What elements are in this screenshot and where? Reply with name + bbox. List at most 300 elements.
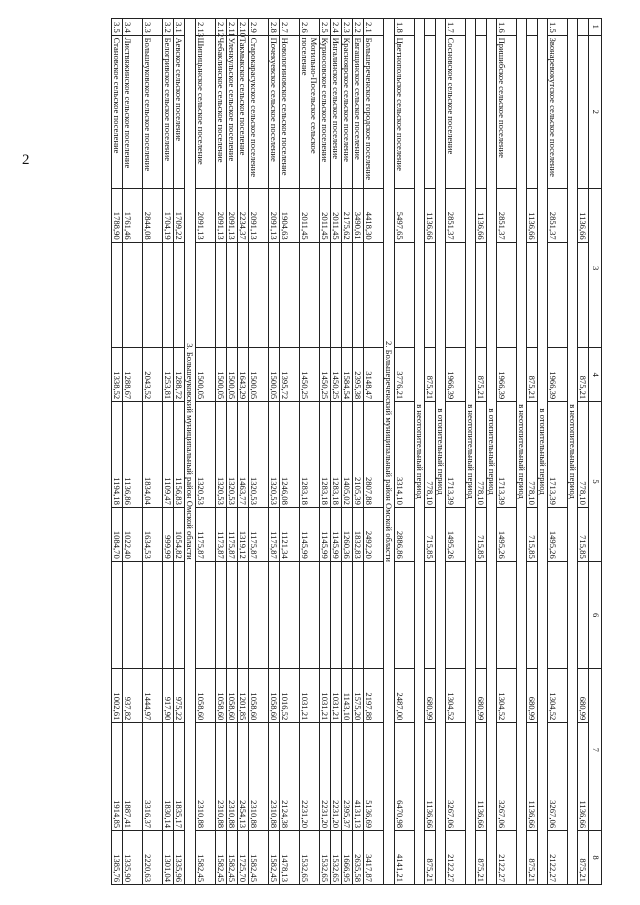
tariff-value: 2310,88 bbox=[215, 723, 226, 831]
tariff-value: 1121,34 bbox=[279, 507, 299, 561]
row-number: 2.3 bbox=[341, 19, 352, 36]
tariff-value: 1725,70 bbox=[237, 831, 248, 885]
table-row bbox=[330, 19, 341, 885]
empty-cell bbox=[394, 242, 414, 348]
tariff-value: 2851,37 bbox=[547, 188, 567, 242]
tariff-value: 4141,21 bbox=[394, 831, 414, 885]
tariff-value: 2011,45 bbox=[319, 188, 330, 242]
row-number: 2.2 bbox=[352, 19, 363, 36]
tariff-value: 875,21 bbox=[578, 831, 589, 885]
column-header: 8 bbox=[589, 831, 602, 885]
tariff-value: 5497,65 bbox=[394, 188, 414, 242]
tariff-value: 1304,52 bbox=[547, 669, 567, 723]
settlement-name: Звонаревокутское сельское поселение bbox=[547, 35, 567, 188]
tariff-value: 875,21 bbox=[526, 348, 537, 402]
settlement-name bbox=[475, 35, 486, 188]
tariff-value: 1450,25 bbox=[319, 348, 330, 402]
settlement-name: Могильно-Посельское сельское поселение bbox=[299, 35, 319, 188]
tariff-value: 2011,45 bbox=[330, 188, 341, 242]
row-number: 2.6 bbox=[299, 19, 319, 36]
tariff-value: 2234,37 bbox=[237, 188, 248, 242]
tariff-value: 1582,45 bbox=[268, 831, 279, 885]
tariff-value: 3148,47 bbox=[363, 348, 383, 402]
row-number: 1.6 bbox=[496, 19, 516, 36]
empty-cell bbox=[330, 242, 341, 348]
tariff-value: 1288,67 bbox=[122, 348, 142, 402]
tariff-value: 1288,72 bbox=[173, 348, 184, 402]
empty-cell bbox=[173, 242, 184, 348]
tariff-value: 1319,12 bbox=[237, 507, 248, 561]
tariff-value: 1450,25 bbox=[299, 348, 319, 402]
tariff-value: 1582,45 bbox=[226, 831, 237, 885]
tariff-value: 3267,06 bbox=[445, 723, 465, 831]
period-label-row bbox=[435, 19, 445, 885]
tariff-value: 2310,88 bbox=[195, 723, 215, 831]
tariff-value: 1500,05 bbox=[248, 348, 268, 402]
table-row bbox=[445, 19, 465, 885]
column-header: 3 bbox=[589, 188, 602, 348]
empty-cell bbox=[195, 242, 215, 348]
empty-cell bbox=[547, 242, 567, 348]
tariff-value: 1136,66 bbox=[526, 723, 537, 831]
tariff-value: 2124,38 bbox=[279, 723, 299, 831]
tariff-value: 1253,81 bbox=[162, 348, 173, 402]
tariff-value: 3314,10 bbox=[394, 402, 414, 508]
settlement-name: Чебаклинское сельское поселение bbox=[215, 35, 226, 188]
tariff-value: 1136,66 bbox=[578, 723, 589, 831]
tariff-value: 1109,47 bbox=[162, 402, 173, 508]
tariff-value: 3267,06 bbox=[547, 723, 567, 831]
empty-cell bbox=[526, 242, 537, 348]
tariff-value: 1966,39 bbox=[496, 348, 516, 402]
settlement-name: Такмыкское сельское поселение bbox=[237, 35, 248, 188]
section-title: 2. Большереченский муниципальный район Омской области bbox=[383, 19, 394, 885]
empty-cell bbox=[268, 242, 279, 348]
row-number: 3.4 bbox=[122, 19, 142, 36]
settlement-name: Цветнопольское сельское поселение bbox=[394, 35, 414, 188]
tariff-value: 1335,90 bbox=[122, 831, 142, 885]
tariff-value: 1058,60 bbox=[195, 669, 215, 723]
table-row bbox=[122, 19, 142, 885]
table-row bbox=[319, 19, 330, 885]
tariff-value: 1575,20 bbox=[352, 669, 363, 723]
tariff-value: 1175,87 bbox=[268, 507, 279, 561]
tariff-value: 680,99 bbox=[475, 669, 486, 723]
period-label: в неотопительный период bbox=[414, 19, 424, 885]
table-body bbox=[111, 19, 601, 885]
tariff-value: 2175,62 bbox=[341, 188, 352, 242]
settlement-name: Пришибское сельское поселение bbox=[496, 35, 516, 188]
tariff-value: 875,21 bbox=[475, 348, 486, 402]
period-label-row bbox=[486, 19, 496, 885]
settlement-name: Ингалинское сельское поселение bbox=[330, 35, 341, 188]
period-label-row bbox=[537, 19, 547, 885]
settlement-name: Курносовское сельское поселение bbox=[319, 35, 330, 188]
tariff-value: 1966,39 bbox=[547, 348, 567, 402]
tariff-value: 1405,02 bbox=[341, 402, 352, 508]
tariff-value: 1058,60 bbox=[226, 669, 237, 723]
tariff-value: 1338,52 bbox=[111, 348, 122, 402]
period-label-row bbox=[516, 19, 526, 885]
settlement-name: Шипицынское сельское поселение bbox=[195, 35, 215, 188]
settlement-name: Евгащинское сельское поселение bbox=[352, 35, 363, 188]
tariff-value: 1634,53 bbox=[142, 507, 162, 561]
row-number: 3.1 bbox=[173, 19, 184, 36]
tariff-value: 1582,45 bbox=[248, 831, 268, 885]
tariff-value: 1887,41 bbox=[122, 723, 142, 831]
tariff-value: 1016,52 bbox=[279, 669, 299, 723]
row-number: 3.5 bbox=[111, 19, 122, 36]
empty-cell bbox=[122, 561, 142, 669]
settlement-name: Белогривское сельское поселение bbox=[162, 35, 173, 188]
settlement-name: Большереченское городское поселение bbox=[363, 35, 383, 188]
empty-cell bbox=[173, 561, 184, 669]
tariff-value: 1320,53 bbox=[268, 402, 279, 508]
tariff-value: 1175,87 bbox=[248, 507, 268, 561]
tariff-value: 4131,13 bbox=[352, 723, 363, 831]
tariff-value: 715,85 bbox=[526, 507, 537, 561]
settlement-name: Красноярское сельское поселение bbox=[341, 35, 352, 188]
tariff-value: 1709,22 bbox=[173, 188, 184, 242]
tariff-value: 1031,21 bbox=[319, 669, 330, 723]
page-number: 2 bbox=[22, 152, 30, 168]
tariff-value: 4418,30 bbox=[363, 188, 383, 242]
tariff-value: 1835,17 bbox=[173, 723, 184, 831]
tariff-value: 778,10 bbox=[578, 402, 589, 508]
empty-cell bbox=[319, 242, 330, 348]
tariff-value: 1173,87 bbox=[215, 507, 226, 561]
empty-cell bbox=[111, 561, 122, 669]
table-row bbox=[341, 19, 352, 885]
tariff-value: 917,90 bbox=[162, 669, 173, 723]
tariff-value: 1022,40 bbox=[122, 507, 142, 561]
tariff-value: 1304,52 bbox=[445, 669, 465, 723]
empty-cell bbox=[319, 561, 330, 669]
tariff-value: 2487,00 bbox=[394, 669, 414, 723]
period-label: в неотопительный период bbox=[516, 19, 526, 885]
tariff-value: 3267,06 bbox=[496, 723, 516, 831]
empty-cell bbox=[142, 561, 162, 669]
tariff-value: 1145,99 bbox=[319, 507, 330, 561]
tariff-value: 1002,61 bbox=[111, 669, 122, 723]
empty-cell bbox=[330, 561, 341, 669]
column-header: 5 bbox=[589, 402, 602, 562]
column-header: 1 bbox=[589, 19, 602, 36]
table-row bbox=[195, 19, 215, 885]
row-number: 2.9 bbox=[248, 19, 268, 36]
settlement-name: Листвяжинское сельское поселение bbox=[122, 35, 142, 188]
empty-cell bbox=[363, 561, 383, 669]
tariff-value: 1500,05 bbox=[215, 348, 226, 402]
tariff-value: 1320,53 bbox=[195, 402, 215, 508]
column-header: 4 bbox=[589, 348, 602, 402]
tariff-value: 715,85 bbox=[475, 507, 486, 561]
period-label-row bbox=[414, 19, 424, 885]
tariff-value: 1834,04 bbox=[142, 402, 162, 508]
tariff-value: 2122,27 bbox=[547, 831, 567, 885]
tariff-value: 778,10 bbox=[424, 402, 435, 508]
tariff-value: 2310,88 bbox=[268, 723, 279, 831]
row-number bbox=[526, 19, 537, 36]
table-row bbox=[279, 19, 299, 885]
empty-cell bbox=[424, 242, 435, 348]
tariff-value: 1582,45 bbox=[215, 831, 226, 885]
tariff-value: 1713,39 bbox=[496, 402, 516, 508]
tariff-value: 1156,83 bbox=[173, 402, 184, 508]
tariff-value: 1713,39 bbox=[445, 402, 465, 508]
empty-cell bbox=[299, 242, 319, 348]
empty-cell bbox=[475, 561, 486, 669]
tariff-value: 2886,86 bbox=[394, 507, 414, 561]
tariff-value: 1584,54 bbox=[341, 348, 352, 402]
tariff-value: 1788,90 bbox=[111, 188, 122, 242]
tariff-value: 680,99 bbox=[424, 669, 435, 723]
empty-cell bbox=[268, 561, 279, 669]
empty-cell bbox=[496, 561, 516, 669]
period-label: в неотопительный период bbox=[567, 19, 577, 885]
empty-cell bbox=[226, 242, 237, 348]
table-row bbox=[496, 19, 516, 885]
empty-cell bbox=[526, 561, 537, 669]
tariff-value: 1320,53 bbox=[226, 402, 237, 508]
table-row bbox=[162, 19, 173, 885]
tariff-value: 1054,82 bbox=[173, 507, 184, 561]
table-row bbox=[248, 19, 268, 885]
table-row bbox=[424, 19, 435, 885]
row-number: 3.3 bbox=[142, 19, 162, 36]
table-row bbox=[215, 19, 226, 885]
empty-cell bbox=[162, 242, 173, 348]
empty-cell bbox=[578, 242, 589, 348]
tariff-value: 2635,58 bbox=[352, 831, 363, 885]
tariff-value: 1136,66 bbox=[475, 723, 486, 831]
tariff-value: 1283,18 bbox=[330, 402, 341, 508]
empty-cell bbox=[341, 561, 352, 669]
tariff-value: 2091,13 bbox=[226, 188, 237, 242]
row-number: 3.2 bbox=[162, 19, 173, 36]
tariff-value: 2395,37 bbox=[341, 723, 352, 831]
tariff-value: 1704,19 bbox=[162, 188, 173, 242]
empty-cell bbox=[352, 561, 363, 669]
tariff-value: 2231,20 bbox=[330, 723, 341, 831]
tariff-value: 1136,66 bbox=[526, 188, 537, 242]
tariff-value: 2492,20 bbox=[363, 507, 383, 561]
tariff-value: 1500,05 bbox=[226, 348, 237, 402]
tariff-value: 1904,63 bbox=[279, 188, 299, 242]
tariff-value: 1175,87 bbox=[226, 507, 237, 561]
tariff-value: 1194,18 bbox=[111, 402, 122, 508]
tariff-value: 2310,88 bbox=[226, 723, 237, 831]
tariff-value: 1260,36 bbox=[341, 507, 352, 561]
empty-cell bbox=[445, 561, 465, 669]
row-number: 2.7 bbox=[279, 19, 299, 36]
tariff-value: 1335,96 bbox=[173, 831, 184, 885]
tariff-value: 680,99 bbox=[526, 669, 537, 723]
empty-cell bbox=[424, 561, 435, 669]
tariff-value: 1761,46 bbox=[122, 188, 142, 242]
tariff-value: 1058,60 bbox=[215, 669, 226, 723]
empty-cell bbox=[445, 242, 465, 348]
tariff-value: 2043,52 bbox=[142, 348, 162, 402]
tariff-value: 1058,60 bbox=[248, 669, 268, 723]
tariff-value: 1532,65 bbox=[299, 831, 319, 885]
tariff-value: 1830,14 bbox=[162, 723, 173, 831]
row-number: 2.5 bbox=[319, 19, 330, 36]
tariff-value: 1914,85 bbox=[111, 723, 122, 831]
table-row bbox=[363, 19, 383, 885]
tariff-value: 3776,21 bbox=[394, 348, 414, 402]
tariff-value: 875,21 bbox=[424, 831, 435, 885]
tariff-value: 2395,38 bbox=[352, 348, 363, 402]
table-row bbox=[394, 19, 414, 885]
settlement-name: Аевское сельское поселение bbox=[173, 35, 184, 188]
column-header: 2 bbox=[589, 35, 602, 188]
tariff-value: 2011,45 bbox=[299, 188, 319, 242]
empty-cell bbox=[195, 561, 215, 669]
row-number: 2.10 bbox=[237, 19, 248, 36]
empty-cell bbox=[363, 242, 383, 348]
empty-cell bbox=[341, 242, 352, 348]
row-number: 1.5 bbox=[547, 19, 567, 36]
empty-cell bbox=[122, 242, 142, 348]
tariff-value: 1532,65 bbox=[330, 831, 341, 885]
settlement-name bbox=[526, 35, 537, 188]
tariff-value: 1500,05 bbox=[195, 348, 215, 402]
empty-cell bbox=[226, 561, 237, 669]
tariff-value: 2091,13 bbox=[215, 188, 226, 242]
tariff-value: 999,99 bbox=[162, 507, 173, 561]
tariff-value: 1666,95 bbox=[341, 831, 352, 885]
empty-cell bbox=[215, 561, 226, 669]
empty-cell bbox=[237, 561, 248, 669]
settlement-name: Старокарасукское сельское поселение bbox=[248, 35, 268, 188]
row-number: 1.7 bbox=[445, 19, 465, 36]
tariff-value: 1283,18 bbox=[319, 402, 330, 508]
tariff-value: 2231,20 bbox=[319, 723, 330, 831]
tariff-value: 1582,45 bbox=[195, 831, 215, 885]
row-number: 2.8 bbox=[268, 19, 279, 36]
table-row bbox=[475, 19, 486, 885]
tariff-table bbox=[111, 18, 602, 885]
period-label: в неотопительный период bbox=[465, 19, 475, 885]
column-header: 7 bbox=[589, 669, 602, 831]
tariff-value: 1143,10 bbox=[341, 669, 352, 723]
tariff-value: 1145,99 bbox=[330, 507, 341, 561]
tariff-value: 875,21 bbox=[526, 831, 537, 885]
tariff-value: 1301,04 bbox=[162, 831, 173, 885]
table-row bbox=[352, 19, 363, 885]
table-row bbox=[578, 19, 589, 885]
tariff-value: 1320,53 bbox=[248, 402, 268, 508]
rotated-table-container bbox=[32, 18, 602, 885]
tariff-value: 680,99 bbox=[578, 669, 589, 723]
table-row bbox=[237, 19, 248, 885]
tariff-value: 1713,39 bbox=[547, 402, 567, 508]
table-row bbox=[226, 19, 237, 885]
row-number: 2.11 bbox=[226, 19, 237, 36]
tariff-value: 1495,26 bbox=[547, 507, 567, 561]
tariff-value: 2454,13 bbox=[237, 723, 248, 831]
empty-cell bbox=[162, 561, 173, 669]
tariff-value: 1495,26 bbox=[445, 507, 465, 561]
tariff-value: 1450,25 bbox=[330, 348, 341, 402]
table-row bbox=[111, 19, 122, 885]
tariff-value: 2844,08 bbox=[142, 188, 162, 242]
empty-cell bbox=[578, 561, 589, 669]
tariff-value: 1283,18 bbox=[299, 402, 319, 508]
tariff-value: 1463,77 bbox=[237, 402, 248, 508]
empty-cell bbox=[394, 561, 414, 669]
tariff-value: 1136,86 bbox=[122, 402, 142, 508]
settlement-name: Новологиновское сельское поселение bbox=[279, 35, 299, 188]
tariff-value: 937,82 bbox=[122, 669, 142, 723]
table-row bbox=[142, 19, 162, 885]
tariff-value: 2105,39 bbox=[352, 402, 363, 508]
section-title: 3. Большеуковский муниципальный район Омской области bbox=[184, 19, 195, 885]
tariff-value: 1175,87 bbox=[195, 507, 215, 561]
table-row bbox=[526, 19, 537, 885]
tariff-value: 1832,83 bbox=[352, 507, 363, 561]
tariff-value: 778,10 bbox=[475, 402, 486, 508]
period-label: в отопительный период bbox=[486, 19, 496, 885]
row-number bbox=[578, 19, 589, 36]
empty-cell bbox=[352, 242, 363, 348]
tariff-value: 1643,29 bbox=[237, 348, 248, 402]
empty-cell bbox=[248, 561, 268, 669]
tariff-value: 1500,05 bbox=[268, 348, 279, 402]
column-header-row bbox=[589, 19, 602, 885]
tariff-value: 1304,52 bbox=[496, 669, 516, 723]
period-label-row bbox=[465, 19, 475, 885]
settlement-name: Почекуевское сельское поселение bbox=[268, 35, 279, 188]
tariff-value: 778,10 bbox=[526, 402, 537, 508]
tariff-value: 5136,69 bbox=[363, 723, 383, 831]
tariff-value: 2220,63 bbox=[142, 831, 162, 885]
tariff-value: 1136,66 bbox=[578, 188, 589, 242]
tariff-value: 1495,26 bbox=[496, 507, 516, 561]
tariff-value: 1145,99 bbox=[299, 507, 319, 561]
column-header: 6 bbox=[589, 561, 602, 669]
row-number: 2.12 bbox=[215, 19, 226, 36]
tariff-value: 2197,88 bbox=[363, 669, 383, 723]
tariff-value: 1478,13 bbox=[279, 831, 299, 885]
tariff-value: 3490,61 bbox=[352, 188, 363, 242]
tariff-value: 1444,97 bbox=[142, 669, 162, 723]
row-number bbox=[424, 19, 435, 36]
tariff-value: 2807,88 bbox=[363, 402, 383, 508]
tariff-value: 1395,72 bbox=[279, 348, 299, 402]
tariff-value: 2122,27 bbox=[445, 831, 465, 885]
tariff-value: 1084,70 bbox=[111, 507, 122, 561]
section-header-row bbox=[383, 19, 394, 885]
tariff-value: 2091,13 bbox=[248, 188, 268, 242]
tariff-value: 1246,08 bbox=[279, 402, 299, 508]
tariff-value: 3417,87 bbox=[363, 831, 383, 885]
tariff-value: 715,85 bbox=[424, 507, 435, 561]
empty-cell bbox=[299, 561, 319, 669]
settlement-name bbox=[578, 35, 589, 188]
row-number: 2.13 bbox=[195, 19, 215, 36]
table-row bbox=[268, 19, 279, 885]
settlement-name: Большеуковское сельское поселение bbox=[142, 35, 162, 188]
table-row bbox=[299, 19, 319, 885]
period-label-row bbox=[567, 19, 577, 885]
tariff-value: 1031,21 bbox=[330, 669, 341, 723]
section-header-row bbox=[184, 19, 195, 885]
row-number: 1.8 bbox=[394, 19, 414, 36]
period-label: в отопительный период bbox=[435, 19, 445, 885]
period-label: в отопительный период bbox=[537, 19, 547, 885]
